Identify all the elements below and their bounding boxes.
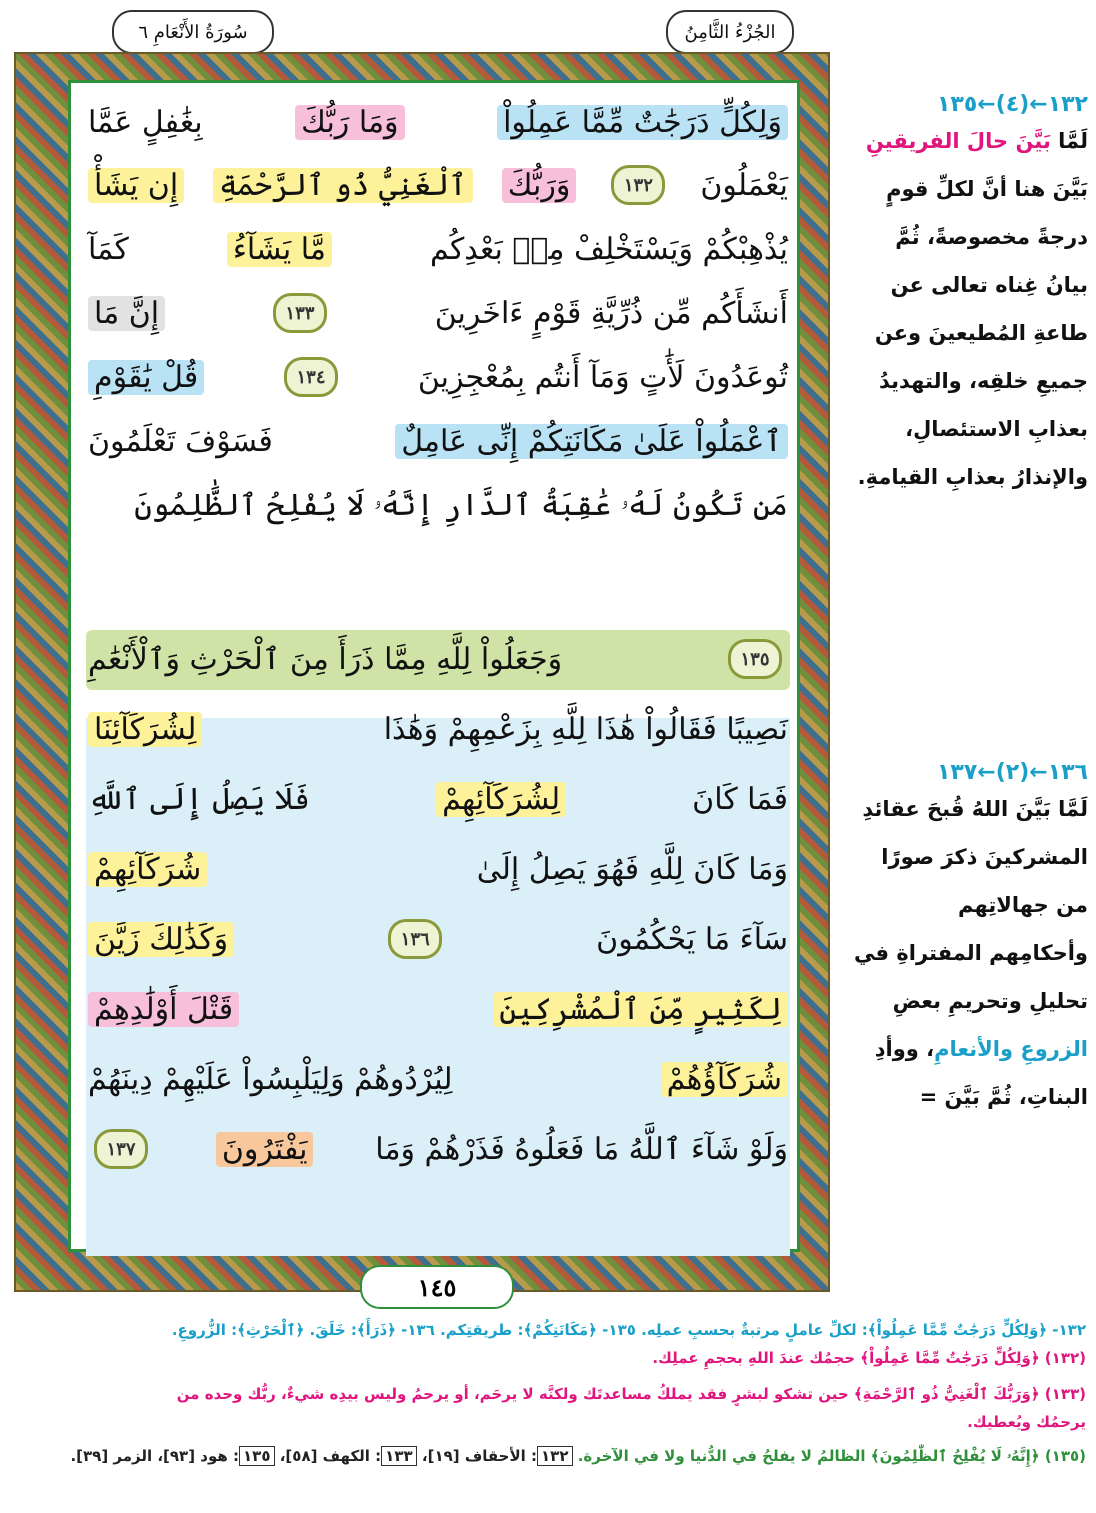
commentary-text bbox=[852, 117, 1088, 501]
verse-segment: تُوعَدُونَ لَأَٰتٍ وَمَآ أَنتُم بِمُعْجِزِينَ bbox=[417, 359, 788, 395]
quran-line bbox=[88, 700, 788, 758]
quran-line bbox=[88, 476, 788, 534]
verse-segment: لِشُرَكَآئِهِمْ bbox=[436, 782, 566, 817]
ref-text: : الأحقاف [١٩]، bbox=[421, 1447, 538, 1465]
juz-header: الجُزْءُ الثَّامِنُ bbox=[666, 10, 794, 54]
verse-segment: إِن يَشَأْ bbox=[88, 168, 184, 203]
commentary-part: بَيَّنَ حالَ الفريقينِ bbox=[865, 129, 1051, 153]
verse-segment: مَّا يَشَآءُ bbox=[227, 232, 332, 267]
verse-segment: يُذْهِبْكُمْ وَيَسْتَخْلِفْ مِنۢ بَعْدِكُم bbox=[429, 231, 788, 267]
verse-segment: وَجَعَلُواْ لِلَّهِ مِمَّا ذَرَأَ مِنَ ٱلْحَرْثِ وَٱلْأَنْعَٰمِ bbox=[88, 641, 563, 677]
verse-range: ١٣٢←(٤)←١٣٥ bbox=[936, 92, 1088, 117]
verse-segment: قَتْلَ أَوْلَٰدِهِمْ bbox=[88, 992, 239, 1027]
ref-box: ١٣٣ bbox=[381, 1446, 416, 1466]
verse-segment: ٱعْمَلُواْ عَلَىٰ مَكَانَتِكُمْ إِنِّى عَامِلٌ bbox=[395, 424, 788, 459]
quran-line bbox=[88, 630, 788, 688]
verse-segment: فَمَا كَانَ bbox=[692, 781, 788, 817]
verse-segment: وَمَا كَانَ لِلَّهِ فَهُوَ يَصِلُ إِلَىٰ bbox=[476, 851, 788, 887]
ayah-marker: ١٣٦ bbox=[388, 919, 442, 959]
verse-segment: قُلْ يَٰقَوْمِ bbox=[88, 360, 204, 395]
verse-segment: لِيُرْدُوهُمْ وَلِيَلْبِسُواْ عَلَيْهِمْ دِينَهُمْ bbox=[88, 1061, 453, 1097]
quran-line bbox=[88, 93, 788, 151]
footnote-133: (١٣٣) ﴿وَرَبُّكَ ٱلْغَنِيُّ ذُو ٱلرَّحْمَةِ﴾ حين تشكو لبشرٍ فقد يملكُ مساعدتَك ولكنَّه لا يرحَم، أو يرحمُ وليس بيدِه شيءٌ، ربُّك وحده من bbox=[176, 1385, 1086, 1403]
quran-line bbox=[88, 980, 788, 1038]
verse-segment: أَنشَأَكُم مِّن ذُرِّيَّةِ قَوْمٍ ءَاخَرِينَ bbox=[434, 295, 788, 331]
ayah-marker: ١٣٢ bbox=[611, 165, 665, 205]
verse-segment: فَسَوْفَ تَعْلَمُونَ bbox=[88, 423, 273, 459]
vocabulary-footnote: ١٣٢- ﴿وَلِكُلٍّ دَرَجَٰتٌ مِّمَّا عَمِلُواْ﴾: لكلِّ عاملٍ مرتبةٌ بحسبِ عملِه. ١٣٥- ﴿مَكَانَتِكُمْ﴾: طريقتِكم. ١٣٦- ﴿ذَرَأَ﴾: خَلَقَ. ﴿ٱلْحَرْثِ﴾: الزُّروعِ. bbox=[171, 1321, 1086, 1339]
verse-segment: بِغَٰفِلٍ عَمَّا bbox=[88, 104, 203, 140]
commentary-part: لَمَّا بَيَّنَ اللهُ قُبحَ عقائدِ المشركينَ ذكرَ صورًا من جهالاتِهم وأحكامِهم المفتراةِ في تحليلِ وتحريمِ بعضِ bbox=[854, 797, 1088, 1013]
verse-segment: كَمَآ bbox=[88, 231, 129, 267]
verse-segment: يَعْمَلُونَ bbox=[700, 167, 788, 203]
footnote-133-cont: يرحمُك ويُعطيك. bbox=[967, 1413, 1086, 1431]
surah-header: سُورَةُ الأَنْعَامِ ٦ bbox=[112, 10, 274, 54]
quran-line bbox=[88, 910, 788, 968]
verse-segment: وَكَذَٰلِكَ زَيَّنَ bbox=[88, 922, 234, 957]
ref-box: ١٣٢ bbox=[537, 1446, 572, 1466]
ayah-marker: ١٣٥ bbox=[728, 639, 782, 679]
verse-segment: فَلَا يَصِلُ إِلَى ٱللَّهِ bbox=[88, 781, 310, 817]
page-number: ١٤٥ bbox=[360, 1265, 514, 1309]
verse-segment: وَلِكُلٍّ دَرَجَٰتٌ مِّمَّا عَمِلُواْ bbox=[497, 105, 788, 140]
quran-line bbox=[88, 348, 788, 406]
commentary-block bbox=[852, 760, 1088, 1121]
verse-segment: لِشُرَكَآئِنَا bbox=[88, 712, 202, 747]
quran-line bbox=[88, 156, 788, 214]
commentary-part: لَمَّا bbox=[1050, 129, 1088, 153]
quran-line bbox=[88, 840, 788, 898]
commentary-part: الزروعِ والأنعامِ bbox=[934, 1037, 1088, 1061]
ref-text: : هود [٩٣]، الزمر [٣٩]. bbox=[70, 1447, 240, 1465]
commentary-block bbox=[852, 92, 1088, 501]
verse-segment: نَصِيبًا فَقَالُواْ هَٰذَا لِلَّهِ بِزَعْمِهِمْ وَهَٰذَا bbox=[383, 711, 788, 747]
verse-segment: وَلَوْ شَآءَ ٱللَّهُ مَا فَعَلُوهُ فَذَرْهُمْ وَمَا bbox=[375, 1131, 788, 1167]
verse-segment: شُرَكَآئِهِمْ bbox=[88, 852, 207, 887]
verse-segment: ٱلْغَنِيُّ ذُو ٱلرَّحْمَةِ bbox=[213, 168, 473, 203]
verse-segment: مَن تَكُونُ لَهُۥ عَٰقِبَةُ ٱلدَّارِ إِنَّهُۥ لَا يُفْلِحُ ٱلظَّٰلِمُونَ bbox=[134, 487, 788, 523]
ref-text: : الكهف [٥٨]، bbox=[279, 1447, 382, 1465]
commentary-part: ، ووأدِ البناتِ، ثُمَّ بَيَّنَ = bbox=[874, 1037, 1088, 1109]
verse-segment: سَآءَ مَا يَحْكُمُونَ bbox=[596, 921, 788, 957]
footnote-135 bbox=[10, 1444, 1086, 1468]
verse-segment: يَفْتَرُونَ bbox=[216, 1132, 314, 1167]
quran-line bbox=[88, 770, 788, 828]
ayah-marker: ١٣٤ bbox=[284, 357, 338, 397]
quran-line bbox=[88, 412, 788, 470]
verse-range: ١٣٦←(٢)←١٣٧ bbox=[936, 760, 1088, 785]
quran-line bbox=[88, 1120, 788, 1178]
footnote-132: (١٣٢) ﴿وَلِكُلٍّ دَرَجَٰتٌ مِّمَّا عَمِلُواْ﴾ حجمُك عندَ اللهِ بحجمِ عملِك. bbox=[652, 1349, 1086, 1367]
footnote-135-text: (١٣٥) ﴿إِنَّهُۥ لَا يُفْلِحُ ٱلظَّٰلِمُونَ﴾ الظالمُ لا يفلحُ في الدُّنيا ولا في الآخرة. bbox=[577, 1447, 1086, 1465]
verse-segment: شُرَكَآؤُهُمْ bbox=[661, 1062, 788, 1097]
verse-segment: لِكَثِيرٍ مِّنَ ٱلْمُشْرِكِينَ bbox=[493, 992, 788, 1027]
quran-line bbox=[88, 1050, 788, 1108]
commentary-text bbox=[852, 785, 1088, 1121]
quran-line bbox=[88, 220, 788, 278]
quran-line bbox=[88, 284, 788, 342]
verse-segment: وَمَا رَبُّكَ bbox=[295, 105, 404, 140]
verse-segment: وَرَبُّكَ bbox=[502, 168, 577, 203]
ref-box: ١٣٥ bbox=[239, 1446, 274, 1466]
ayah-marker: ١٣٣ bbox=[273, 293, 327, 333]
ayah-marker: ١٣٧ bbox=[94, 1129, 148, 1169]
verse-segment: إِنَّ مَا bbox=[88, 296, 165, 331]
commentary-part: بَيَّنَ هنا أنَّ لكلِّ قومٍ درجةً مخصوصةً، ثُمَّ بيانُ غِناه تعالى عن طاعةِ المُطيعينَ وعن جميعِ خلقِه، والتهديدُ بعذابِ الاستئصالِ، والإنذارُ بعذابِ القيامةِ. bbox=[857, 177, 1088, 489]
